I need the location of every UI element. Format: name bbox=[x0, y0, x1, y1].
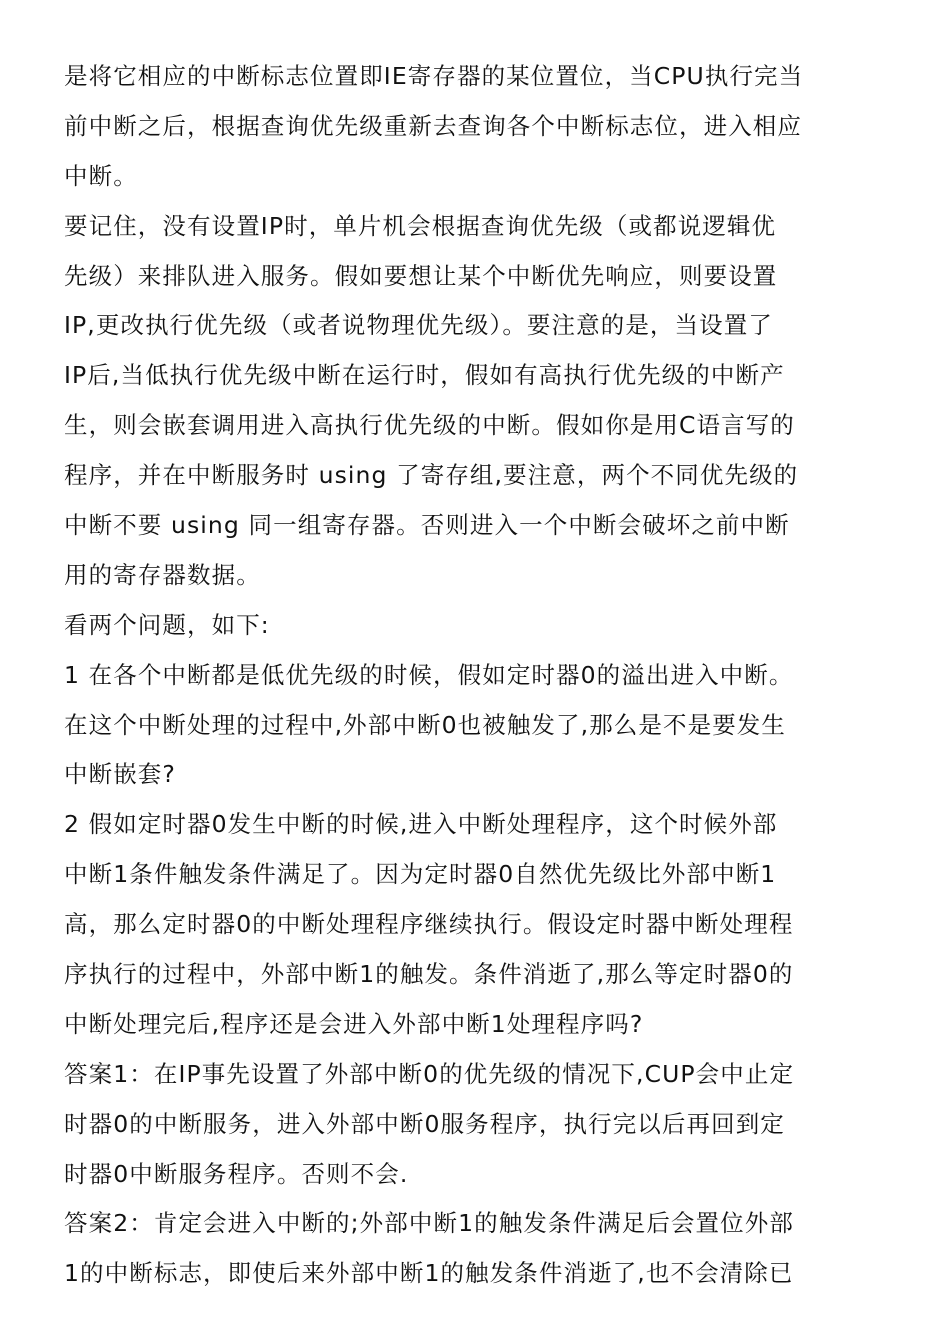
text-line: IP,更改执行优先级（或者说物理优先级）。要注意的是，当设置了 bbox=[64, 311, 773, 340]
text-line: 1 在各个中断都是低优先级的时候，假如定时器0的溢出进入中断。 bbox=[64, 660, 794, 689]
text-line: 前中断之后，根据查询优先级重新去查询各个中断标志位，进入相应 bbox=[64, 111, 802, 140]
text-line: 序执行的过程中，外部中断1的触发。条件消逝了,那么等定时器0的 bbox=[64, 960, 794, 989]
text-line: 要记住，没有设置IP时，单片机会根据查询优先级（或都说逻辑优 bbox=[64, 211, 777, 240]
text-line: 1的中断标志，即使后来外部中断1的触发条件消逝了,也不会清除已 bbox=[64, 1259, 794, 1288]
text-line: 生，则会嵌套调用进入高执行优先级的中断。假如你是用C语言写的 bbox=[64, 411, 795, 440]
text-line: 时器0的中断服务，进入外部中断0服务程序，执行完以后再回到定 bbox=[64, 1109, 785, 1138]
text-line: 程序，并在中断服务时 using 了寄存组,要注意，两个不同优先级的 bbox=[64, 461, 799, 490]
text-line: 答案2：肯定会进入中断的;外部中断1的触发条件满足后会置位外部 bbox=[64, 1209, 794, 1238]
text-line: 2 假如定时器0发生中断的时候,进入中断处理程序，这个时候外部 bbox=[64, 810, 778, 839]
text-line: 用的寄存器数据。 bbox=[64, 560, 261, 589]
text-line: 先级）来排队进入服务。假如要想让某个中断优先响应，则要设置 bbox=[64, 261, 778, 290]
document-body bbox=[64, 52, 894, 1299]
text-line: 中断处理完后,程序还是会进入外部中断1处理程序吗? bbox=[64, 1009, 644, 1038]
text-line: 中断。 bbox=[64, 161, 138, 190]
text-line: 看两个问题，如下: bbox=[64, 610, 270, 639]
text-line: 在这个中断处理的过程中,外部中断0也被触发了,那么是不是要发生 bbox=[64, 710, 786, 739]
text-line: IP后,当低执行优先级中断在运行时，假如有高执行优先级的中断产 bbox=[64, 361, 785, 390]
text-line: 中断1条件触发条件满足了。因为定时器0自然优先级比外部中断1 bbox=[64, 860, 777, 889]
text-line: 高，那么定时器0的中断处理程序继续执行。假设定时器中断处理程 bbox=[64, 910, 794, 939]
text-line: 是将它相应的中断标志位置即IE寄存器的某位置位，当CPU执行完当 bbox=[64, 62, 804, 90]
text-line: 中断嵌套? bbox=[64, 760, 176, 789]
text-line: 时器0中断服务程序。否则不会. bbox=[64, 1159, 409, 1188]
text-line: 中断不要 using 同一组寄存器。否则进入一个中断会破坏之前中断 bbox=[64, 511, 790, 540]
text-line: 答案1：在IP事先设置了外部中断0的优先级的情况下,CUP会中止定 bbox=[64, 1059, 795, 1088]
